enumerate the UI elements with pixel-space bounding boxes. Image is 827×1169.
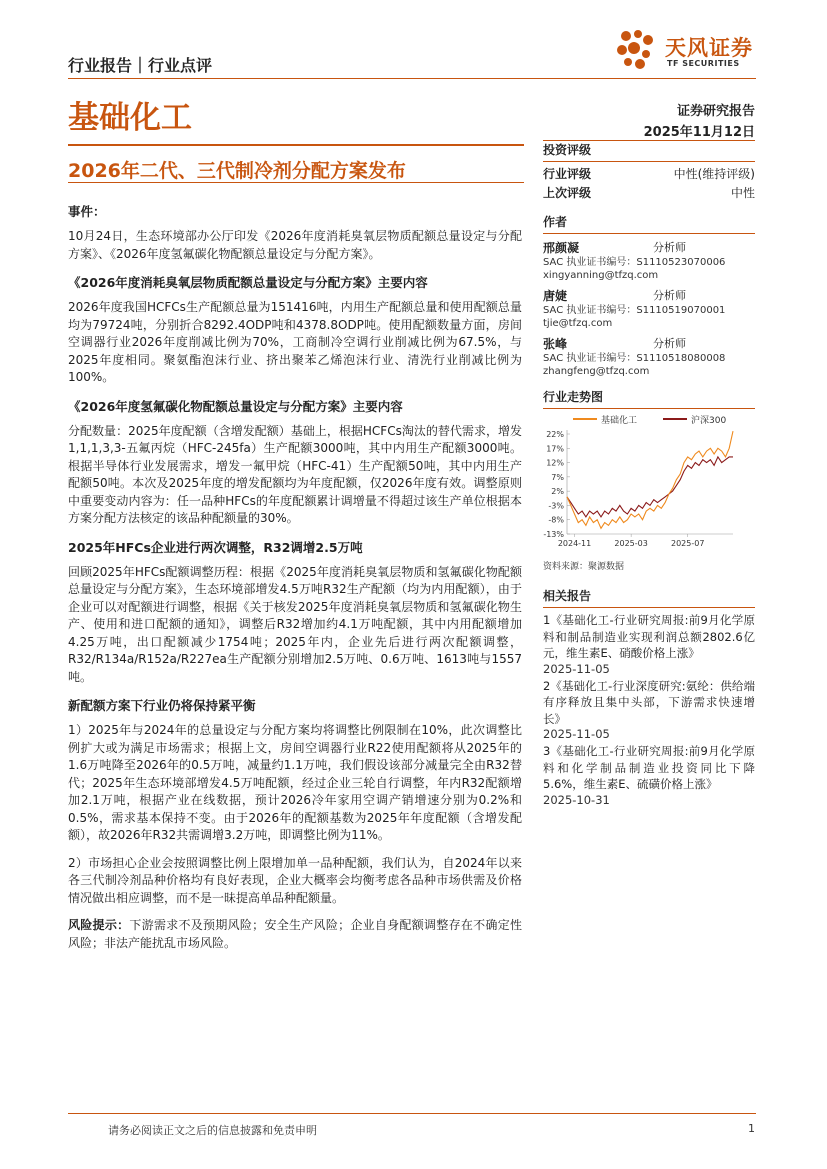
related-report-link[interactable]: 2《基础化工-行业深度研究:氨纶：供给端有序释放且集中头部，下游需求快速增长》	[543, 678, 755, 726]
author-card: 唐婕 分析师 SAC 执业证书编号：S1110519070001 tjie@tfzq.com	[543, 287, 755, 330]
y-tick-label: 2%	[551, 487, 564, 497]
authors-title: 作者	[543, 215, 568, 229]
author-email[interactable]: xingyanning@tfzq.com	[543, 270, 659, 281]
y-tick-label: 7%	[551, 472, 564, 482]
logo-text-en: TF SECURITIES	[667, 59, 740, 68]
related-report-date: 2025-11-05	[543, 727, 610, 741]
section-heading-4: 新配额方案下行业仍将保持紧平衡	[68, 698, 256, 713]
report-date: 2025年11月12日	[643, 125, 755, 140]
report-title: 2026年二代、三代制冷剂分配方案发布	[68, 160, 406, 182]
related-report-date: 2025-11-05	[543, 661, 610, 676]
rating-title: 投资评级	[543, 143, 592, 157]
section-text-4: 1）2025年与2024年的总量设定与分配方案均将调整比例限制在10%，此次调整比例扩大或为满足市场需求；根据上文，房间空调器行业R22使用配额将从2025年的1.6万吨降至2026年的0.5万吨，减量约1.1万吨，我们假设该部分减量完全由R32替代；2025年生态环境部增发4.5万吨配额，经过企业三轮自行调整，年内R32配额增加2.1万吨，根据产业在线数据，预计2026冷年家用空调产销增速分别为0.2%和0.5%，需求基本保持不变。由于2026年的配额基数为2025年年度配额（含增发配额），故2026年R32共需调增3.2万吨，即调整比例为11%。	[68, 723, 522, 842]
x-tick-label: 2025-07	[671, 539, 705, 548]
authors-section	[543, 213, 755, 378]
doc-type: 证券研究报告	[676, 104, 755, 119]
title-divider	[68, 144, 524, 146]
related-section	[543, 587, 755, 807]
rating-row: 行业评级 中性(维持评级)	[543, 167, 755, 181]
risk-label: 风险提示：	[68, 918, 130, 932]
related-report-date: 2025-10-31	[543, 792, 610, 807]
legend-label: 沪深300	[691, 416, 727, 426]
related-report-link[interactable]: 1《基础化工-行业研究周报:前9月化学原料和制品制造业实现利润总额2802.6亿元，维生素E、硝酸价格上涨》	[543, 613, 755, 660]
sector-title: 基础化工	[68, 100, 192, 136]
x-tick-label: 2024-11	[557, 539, 592, 548]
x-tick-label: 2025-03	[614, 539, 648, 548]
page-number: 1	[748, 1122, 755, 1135]
y-tick-label: -3%	[548, 501, 564, 511]
y-tick-label: -13%	[543, 530, 564, 539]
logo-icon	[612, 26, 660, 74]
section-heading-2: 《2026年度氢氟碳化物配额总量设定与分配方案》主要内容	[68, 398, 403, 414]
related-report-link[interactable]: 3《基础化工-行业研究周报:前9月化学原料和化学制品制造业投资同比下降5.6%，维生素E、硫磺价格上涨》	[543, 744, 755, 791]
author-card: 张峰 分析师 SAC 执业证书编号：S1110518080008 zhangfeng@tfzq.com	[543, 335, 755, 378]
header-divider	[68, 78, 756, 79]
rating-section	[543, 141, 755, 201]
section-text-5: 2）市场担心企业会按照调整比例上限增加单一品种配额，我们认为，自2024年以来各三代制冷剂品种价格均有良好表现，企业大概率会均衡考虑各品种市场供需及价格情况做出相应调整，而不是一昧提高单品种配额量。	[68, 855, 522, 905]
logo-text-cn: 天风证券	[665, 36, 753, 60]
section-heading-3: 2025年HFCs企业进行两次调整，R32调增2.5万吨	[68, 539, 363, 555]
trend-chart	[543, 408, 755, 556]
related-title: 相关报告	[543, 589, 592, 603]
series-line-chemical	[567, 431, 733, 528]
main-content	[68, 202, 522, 952]
chart-source: 资料来源：聚源数据	[543, 562, 625, 572]
y-tick-label: 17%	[546, 444, 564, 454]
chart-section	[543, 388, 755, 409]
chart-title: 行业走势图	[543, 390, 604, 404]
title-underline	[68, 182, 524, 183]
section-text-3: 回顾2025年HFCs配额调整历程：根据《2025年度消耗臭氧层物质和氢氟碳化物配额总量设定与分配方案》，生态环境部增发4.5万吨R32生产配额（均为内用配额），由于企业可以对配额进行调整，根据《关于核发2025年度消耗臭氧层物质和氢氟碳化物生产、使用和进口配额的通知》，调整后R32增加约4.1万吨配额，其中内用配额增加4.25万吨，出口配额减少1754吨；2025年内，企业先后进行两次配额调整，R32/R134a/R152a/R227ea生产配额分别增加2.5万吨、0.6万吨、1613吨与1557吨。	[68, 564, 522, 684]
previous-rating-row: 上次评级 中性	[543, 186, 755, 200]
author-card: 邢颜凝 分析师 SAC 执业证书编号：S1110523070006 xingyanning@tfzq.com	[543, 239, 755, 282]
legend-label: 基础化工	[601, 416, 638, 426]
section-text-2: 分配数量：2025年度配额（含增发配额）基础上，根据HCFCs淘汰的替代需求，增发1,1,1,3,3-五氟丙烷（HFC-245fa）生产配额3000吨，其中内用生产配额3000吨。根据半导体行业发展需求，增发一氟甲烷（HFC-41）生产配额50吨，其中内用生产配额50吨。本次及2025年度的增发配额均为年度配额，仅2026年度有效。调整原则中重要变动内容为：任一品种HFCs的年度配额累计调增量不得超过该生产单位根据本方案分配方法核定的该品种配额量的30%。	[68, 423, 522, 525]
report-category: 行业报告｜行业点评	[68, 56, 213, 75]
author-email[interactable]: zhangfeng@tfzq.com	[543, 366, 650, 377]
section-heading-1: 《2026年度消耗臭氧层物质配额总量设定与分配方案》主要内容	[68, 275, 428, 290]
section-text-1: 2026年度我国HCFCs生产配额总量为151416吨，内用生产配额总量和使用配额总量均为79724吨，分别折合8292.4ODP吨和4378.8ODP吨。使用配额数量方面，房间空调器行业2026年度削减比例为70%，工商制冷空调行业削减比例为67.5%，与2025年度相同。聚氨酯泡沫行业、挤出聚苯乙烯泡沫行业、清洗行业削减比例为100%。	[68, 300, 522, 384]
footer-disclaimer: 请务必阅读正文之后的信息披露和免责申明	[108, 1124, 317, 1137]
risk-text: 下游需求不及预期风险；安全生产风险；企业自身配额调整存在不确定性风险；非法产能扰乱市场风险。	[68, 918, 522, 950]
event-label: 事件：	[68, 204, 106, 219]
y-tick-label: 12%	[546, 458, 564, 468]
footer-divider	[68, 1113, 756, 1114]
risk-warning	[68, 917, 522, 952]
author-email[interactable]: tjie@tfzq.com	[543, 318, 613, 329]
y-tick-label: -8%	[548, 515, 564, 525]
y-tick-label: 22%	[546, 430, 564, 439]
event-text: 10月24日，生态环境部办公厅印发《2026年度消耗臭氧层物质配额总量设定与分配方案》、《2026年度氢氟碳化物配额总量设定与分配方案》。	[68, 229, 522, 261]
